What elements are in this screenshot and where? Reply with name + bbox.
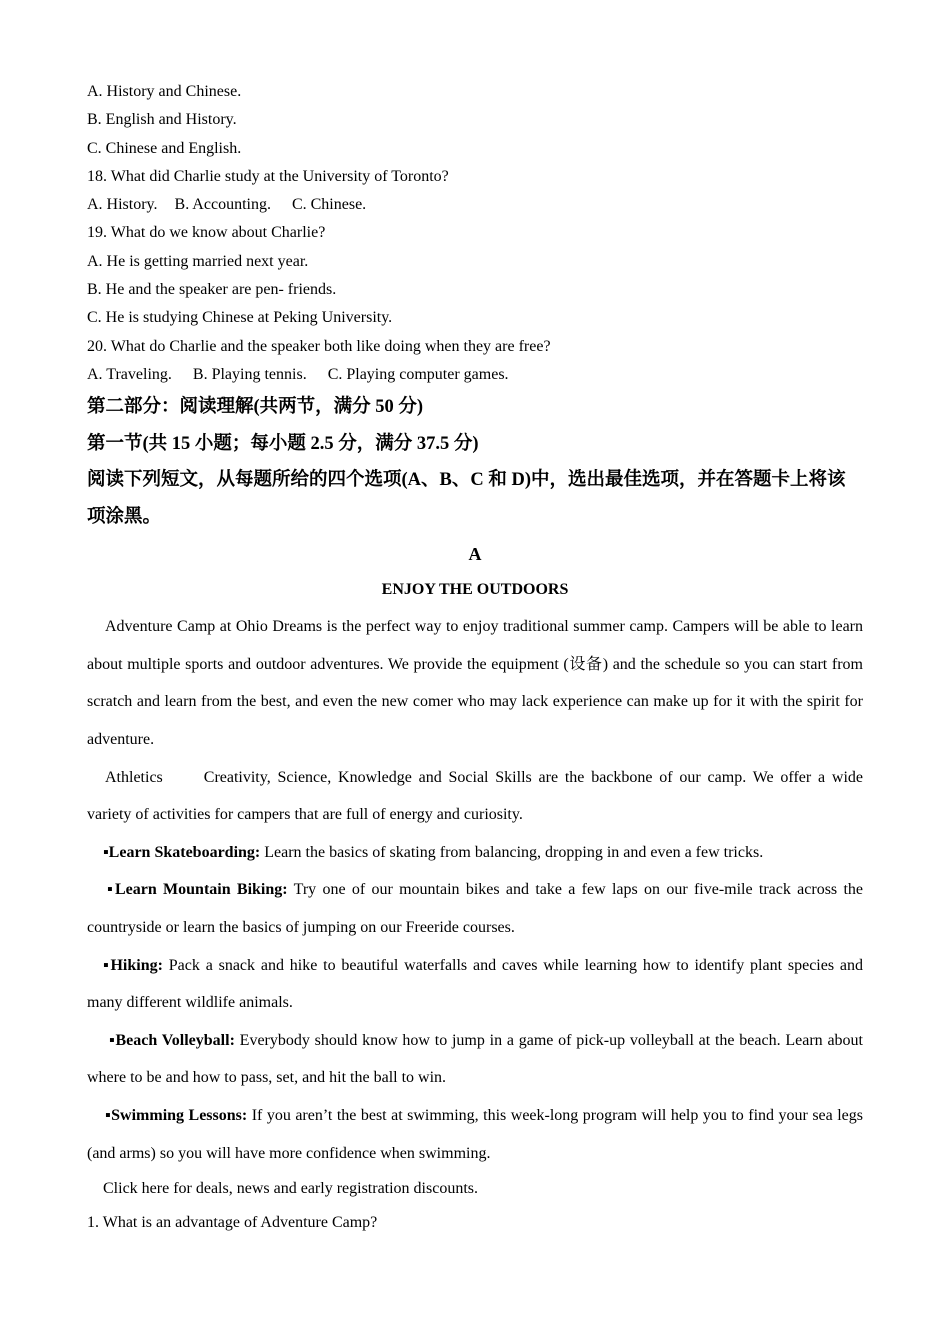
activity-label: ▪Learn Mountain Biking: xyxy=(107,881,288,899)
activity-item xyxy=(87,1097,863,1172)
activity-item xyxy=(87,1022,863,1097)
option-c: C. He is studying Chinese at Peking University. xyxy=(87,309,393,327)
option-a: A. Traveling. xyxy=(87,365,172,383)
question-20-options xyxy=(87,361,863,389)
activity-text: Try one of our mountain bikes and take a few laps on our five-mile track across the countryside or learn the basics of jumping on our Freeride courses. xyxy=(87,881,864,937)
document-page xyxy=(87,78,863,1240)
activity-label: ▪Hiking: xyxy=(103,956,163,974)
question-1: 1. What is an advantage of Adventure Camp? xyxy=(87,1214,378,1232)
passage-intro: Adventure Camp at Ohio Dreams is the perfect way to enjoy traditional summer camp. Campers will be able to learn about multiple sports and outdoor adventures. We provide the equipment (设备) and the schedule so you can start from scratch and learn from the best, and even the new comer who may lack experience can make up for it with the spirit for adventure. xyxy=(87,618,863,749)
section1-heading: 第一节(共 15 小题；每小题 2.5 分，满分 37.5 分) xyxy=(87,433,479,454)
option-a: A. History. xyxy=(87,196,158,214)
activity-label: ▪Beach Volleyball: xyxy=(109,1031,235,1049)
athletics-text: Creativity, Science, Knowledge and Social Skills are the backbone of our camp. We offer a wide variety of activities for campers that are full of energy and curiosity. xyxy=(87,768,863,824)
passage-athletics xyxy=(87,759,863,834)
option-c: C. Playing computer games. xyxy=(327,365,509,383)
option-b: B. Playing tennis. xyxy=(192,365,307,383)
question-20: 20. What do Charlie and the speaker both like doing when they are free? xyxy=(87,337,551,355)
option-b: B. English and History. xyxy=(87,111,237,129)
athletics-word: Athletics xyxy=(105,768,163,786)
option-b: B. He and the speaker are pen- friends. xyxy=(87,281,337,299)
activity-text: If you aren’t the best at swimming, this week-long program will help you to find your sea legs (and arms) so you will have more confidence when swimming. xyxy=(87,1106,864,1162)
option-c: C. Chinese and English. xyxy=(87,139,242,157)
reading-instructions: 阅读下列短文，从每题所给的四个选项(A、B、C 和 D)中，选出最佳选项，并在答题卡上将该项涂黑。 xyxy=(87,470,846,528)
passage-letter: A xyxy=(468,544,482,565)
question-18: 18. What did Charlie study at the University of Toronto? xyxy=(87,167,449,185)
option-b: B. Accounting. xyxy=(174,196,271,214)
activity-item xyxy=(87,871,863,946)
part2-heading: 第二部分：阅读理解(共两节，满分 50 分) xyxy=(87,397,424,418)
activity-label: ▪Swimming Lessons: xyxy=(105,1106,248,1124)
option-c: C. Chinese. xyxy=(291,196,367,214)
activity-text: Pack a snack and hike to beautiful waterfalls and caves while learning how to identify plant species and many different wildlife animals. xyxy=(87,956,863,1012)
activity-text: Learn the basics of skating from balancing, dropping in and even a few tricks. xyxy=(260,843,764,861)
passage-title: ENJOY THE OUTDOORS xyxy=(381,581,569,599)
question-18-options xyxy=(87,191,863,219)
activity-text: Everybody should know how to jump in a game of pick-up volleyball at the beach. Learn about where to be and how to pass, set, and hit the ball to win. xyxy=(87,1031,864,1087)
activity-label: ▪Learn Skateboarding: xyxy=(103,843,261,861)
question-19: 19. What do we know about Charlie? xyxy=(87,224,326,242)
option-a: A. History and Chinese. xyxy=(87,83,242,100)
option-a: A. He is getting married next year. xyxy=(87,252,309,270)
passage-closing: Click here for deals, news and early registration discounts. xyxy=(103,1180,478,1198)
activity-item xyxy=(87,947,863,1022)
activity-item xyxy=(87,834,863,872)
